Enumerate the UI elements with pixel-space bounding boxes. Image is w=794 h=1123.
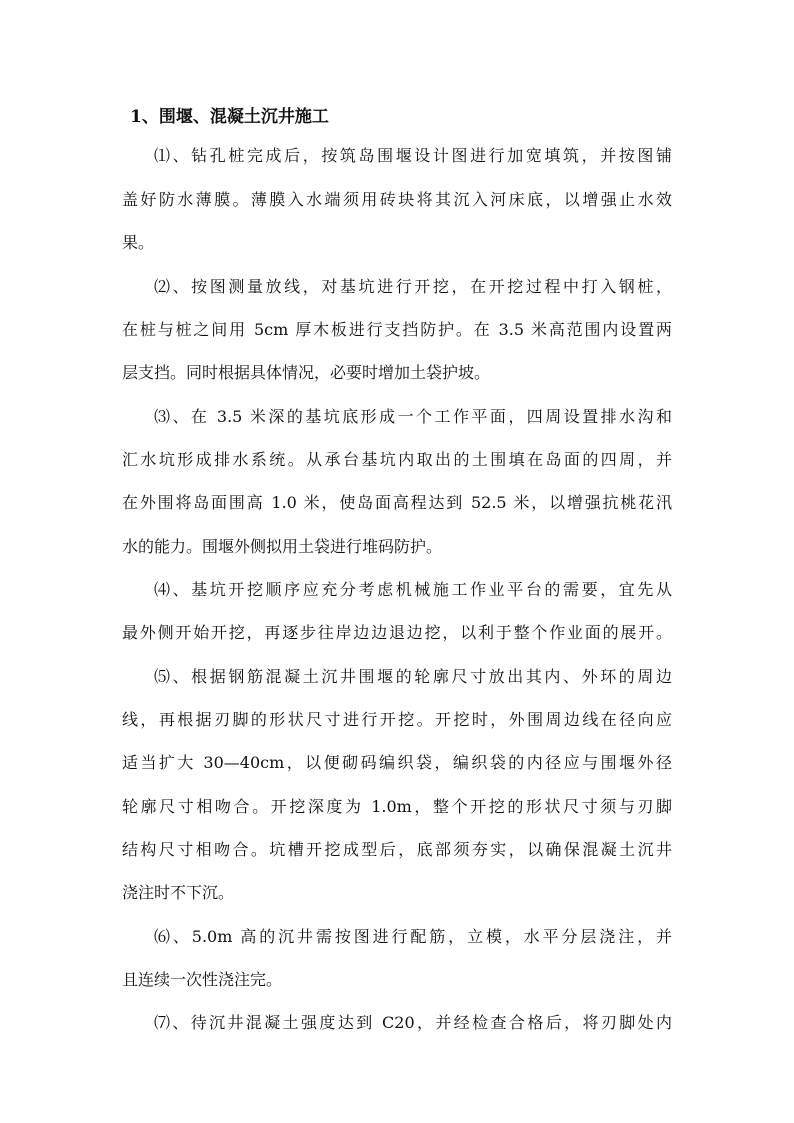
paragraph-line: ⑴、钻孔桩完成后，按筑岛围堰设计图进行加宽填筑，并按图铺 — [154, 146, 672, 165]
paragraph-line: 线，再根据刃脚的形状尺寸进行开挖。开挖时，外围周边线在径向应 — [122, 710, 672, 729]
paragraph-line: 在外围将岛面围高 1.0 米，使岛面高程达到 52.5 米，以增强抗桃花汛 — [122, 493, 672, 512]
paragraph-line: 适当扩大 30—40cm，以便砌码编织袋，编织袋的内径应与围堰外径 — [122, 753, 672, 772]
paragraph-line: 在桩与桩之间用 5cm 厚木板进行支挡防护。在 3.5 米高范围内设置两 — [122, 320, 672, 339]
paragraph-line: 盖好防水薄膜。薄膜入水端须用砖块将其沉入河床底，以增强止水效 — [122, 190, 672, 209]
paragraph-line: 最外侧开始开挖，再逐步往岸边边退边挖，以利于整个作业面的展开。 — [122, 623, 672, 642]
paragraph-line: 浇注时不下沉。 — [122, 883, 235, 902]
paragraph-line: ⑸、根据钢筋混凝土沉井围堰的轮廓尺寸放出其内、外环的周边 — [154, 667, 672, 686]
section-heading: 1、围堰、混凝土沉井施工 — [130, 107, 329, 127]
paragraph-line: ⑷、基坑开挖顺序应充分考虑机械施工作业平台的需要，宜先从 — [154, 580, 672, 599]
paragraph-line: 果。 — [122, 233, 155, 252]
paragraph-line: 汇水坑形成排水系统。从承台基坑内取出的土围填在岛面的四周，并 — [122, 450, 672, 469]
paragraph-line: ⑵、按图测量放线，对基坑进行开挖，在开挖过程中打入钢桩， — [154, 277, 672, 296]
paragraph-line: 水的能力。围堰外侧拟用土袋进行堆码防护。 — [122, 537, 443, 556]
paragraph-line: 且连续一次性浇注完。 — [122, 970, 283, 989]
paragraph-line: 结构尺寸相吻合。坑槽开挖成型后，底部须夯实，以确保混凝土沉井 — [122, 840, 672, 859]
paragraph-line: 层支挡。同时根据具体情况，必要时增加土袋护坡。 — [122, 363, 491, 382]
paragraph-line: ⑹、5.0m 高的沉井需按图进行配筋，立模，水平分层浇注，并 — [154, 927, 672, 946]
paragraph-line: ⑺、待沉井混凝土强度达到 C20，并经检查合格后，将刃脚处内 — [154, 1013, 672, 1032]
paragraph-line: 轮廓尺寸相吻合。开挖深度为 1.0m，整个开挖的形状尺寸须与刃脚 — [122, 797, 672, 816]
paragraph-line: ⑶、在 3.5 米深的基坑底形成一个工作平面，四周设置排水沟和 — [154, 407, 672, 426]
